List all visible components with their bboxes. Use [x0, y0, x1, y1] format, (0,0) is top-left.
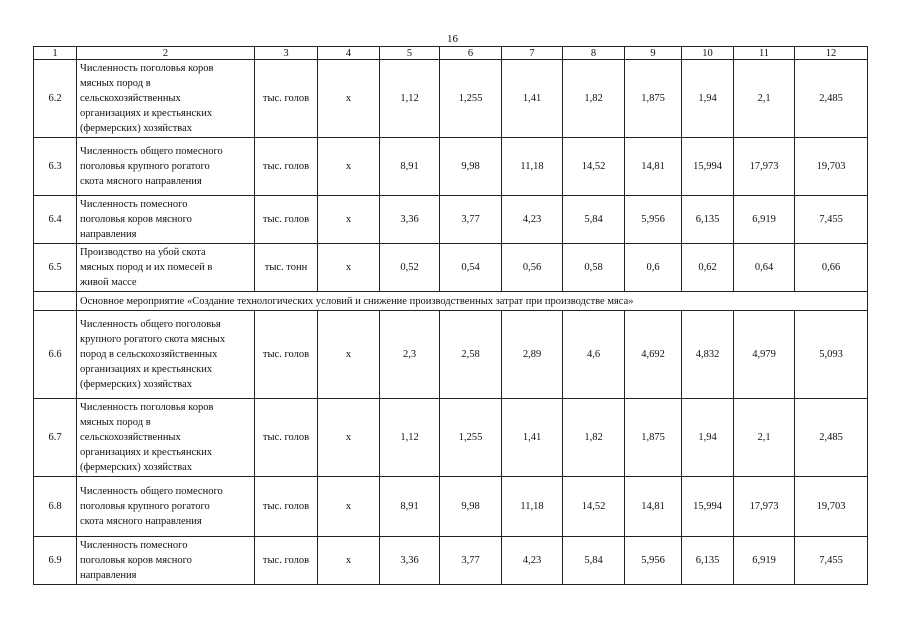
- indicator-name-line: направления: [80, 229, 137, 240]
- value-cell: 7,455: [795, 537, 868, 585]
- value-cell: 4,692: [625, 311, 682, 399]
- value-cell: 2,58: [440, 311, 502, 399]
- unit-cell: тыс. тонн: [255, 244, 318, 292]
- value-cell: 9,98: [440, 138, 502, 196]
- value-cell: 6,919: [734, 537, 795, 585]
- column-number-row: [34, 47, 868, 60]
- indicator-name-line: Численность поголовья коров: [80, 63, 214, 74]
- value-cell: 15,994: [682, 477, 734, 537]
- row-number: 6.8: [34, 477, 77, 537]
- section-number-cell: [34, 292, 77, 311]
- indicator-name-line: (фермерских) хозяйствах: [80, 462, 193, 473]
- value-cell: 1,875: [625, 399, 682, 477]
- value-cell: 1,82: [563, 399, 625, 477]
- value-cell: 2,3: [380, 311, 440, 399]
- indicator-name-line: скота мясного направления: [80, 176, 202, 187]
- value-cell: 6,919: [734, 196, 795, 244]
- value-cell: 5,84: [563, 537, 625, 585]
- value-cell: 14,52: [563, 477, 625, 537]
- value-cell: 4,23: [502, 537, 563, 585]
- column-header: 3: [255, 47, 318, 60]
- base-value-cell: x: [318, 311, 380, 399]
- indicator-name: [77, 60, 255, 138]
- indicator-name-line: мясных пород в: [80, 78, 151, 89]
- row-number: 6.3: [34, 138, 77, 196]
- value-cell: 0,56: [502, 244, 563, 292]
- indicator-name-line: Численность помесного: [80, 199, 188, 210]
- table-row: [34, 477, 868, 537]
- indicator-name-line: живой массе: [80, 277, 137, 288]
- indicator-name: [77, 138, 255, 196]
- value-cell: 8,91: [380, 138, 440, 196]
- value-cell: 1,41: [502, 399, 563, 477]
- value-cell: 1,41: [502, 60, 563, 138]
- row-number: 6.2: [34, 60, 77, 138]
- value-cell: 11,18: [502, 477, 563, 537]
- value-cell: 14,52: [563, 138, 625, 196]
- row-number: 6.6: [34, 311, 77, 399]
- value-cell: 0,54: [440, 244, 502, 292]
- indicator-name-line: Производство на убой скота: [80, 247, 206, 258]
- value-cell: 1,82: [563, 60, 625, 138]
- column-header: 5: [380, 47, 440, 60]
- value-cell: 0,58: [563, 244, 625, 292]
- indicator-name-line: поголовья коров мясного: [80, 214, 192, 225]
- table-row: [34, 537, 868, 585]
- unit-cell: тыс. голов: [255, 477, 318, 537]
- value-cell: 8,91: [380, 477, 440, 537]
- value-cell: 3,77: [440, 537, 502, 585]
- indicator-name-line: пород в сельскохозяйственных: [80, 349, 218, 360]
- base-value-cell: x: [318, 537, 380, 585]
- indicator-name: [77, 311, 255, 399]
- row-number: 6.5: [34, 244, 77, 292]
- column-header: 6: [440, 47, 502, 60]
- table-row: [34, 196, 868, 244]
- value-cell: 0,6: [625, 244, 682, 292]
- row-number: 6.7: [34, 399, 77, 477]
- table-row: [34, 60, 868, 138]
- indicator-name-line: сельскохозяйственных: [80, 93, 181, 104]
- indicator-name-line: направления: [80, 570, 137, 581]
- value-cell: 3,36: [380, 196, 440, 244]
- indicator-name-line: организациях и крестьянских: [80, 108, 213, 119]
- value-cell: 19,703: [795, 477, 868, 537]
- value-cell: 1,255: [440, 399, 502, 477]
- indicator-name-line: организациях и крестьянских: [80, 364, 213, 375]
- unit-cell: тыс. голов: [255, 399, 318, 477]
- indicator-name-line: Численность помесного: [80, 540, 188, 551]
- indicator-name: [77, 244, 255, 292]
- value-cell: 4,23: [502, 196, 563, 244]
- value-cell: 19,703: [795, 138, 868, 196]
- page-number: 16: [447, 33, 458, 45]
- value-cell: 1,12: [380, 60, 440, 138]
- value-cell: 6,135: [682, 537, 734, 585]
- indicator-name-line: мясных пород и их помесей в: [80, 262, 213, 273]
- column-header: 10: [682, 47, 734, 60]
- value-cell: 1,875: [625, 60, 682, 138]
- value-cell: 1,12: [380, 399, 440, 477]
- value-cell: 0,62: [682, 244, 734, 292]
- unit-cell: тыс. голов: [255, 537, 318, 585]
- indicator-name: [77, 537, 255, 585]
- value-cell: 11,18: [502, 138, 563, 196]
- base-value-cell: x: [318, 477, 380, 537]
- value-cell: 1,94: [682, 60, 734, 138]
- column-header: 9: [625, 47, 682, 60]
- base-value-cell: x: [318, 244, 380, 292]
- column-header: 1: [34, 47, 77, 60]
- indicator-name-line: поголовья коров мясного: [80, 555, 192, 566]
- value-cell: 2,1: [734, 399, 795, 477]
- value-cell: 5,84: [563, 196, 625, 244]
- table-row: [34, 399, 868, 477]
- indicator-name-line: Численность общего поголовья: [80, 319, 221, 330]
- column-header: 11: [734, 47, 795, 60]
- indicator-name: [77, 399, 255, 477]
- row-number: 6.4: [34, 196, 77, 244]
- indicators-table: [33, 46, 868, 585]
- base-value-cell: x: [318, 138, 380, 196]
- indicator-name-line: скота мясного направления: [80, 516, 202, 527]
- value-cell: 15,994: [682, 138, 734, 196]
- value-cell: 9,98: [440, 477, 502, 537]
- table-row: [34, 244, 868, 292]
- value-cell: 4,979: [734, 311, 795, 399]
- value-cell: 2,89: [502, 311, 563, 399]
- indicator-name-line: Численность общего помесного: [80, 146, 223, 157]
- indicator-name-line: сельскохозяйственных: [80, 432, 181, 443]
- value-cell: 17,973: [734, 138, 795, 196]
- value-cell: 6,135: [682, 196, 734, 244]
- value-cell: 4,832: [682, 311, 734, 399]
- value-cell: 0,52: [380, 244, 440, 292]
- base-value-cell: x: [318, 60, 380, 138]
- column-header: 2: [77, 47, 255, 60]
- table-row: [34, 311, 868, 399]
- value-cell: 4,6: [563, 311, 625, 399]
- value-cell: 17,973: [734, 477, 795, 537]
- indicator-name-line: поголовья крупного рогатого: [80, 501, 210, 512]
- indicator-name-line: крупного рогатого скота мясных: [80, 334, 226, 345]
- indicator-name: [77, 196, 255, 244]
- indicator-name-line: Численность общего помесного: [80, 486, 223, 497]
- value-cell: 3,77: [440, 196, 502, 244]
- value-cell: 14,81: [625, 138, 682, 196]
- value-cell: 1,94: [682, 399, 734, 477]
- unit-cell: тыс. голов: [255, 138, 318, 196]
- table-row: [34, 138, 868, 196]
- indicator-name-line: (фермерских) хозяйствах: [80, 379, 193, 390]
- unit-cell: тыс. голов: [255, 311, 318, 399]
- value-cell: 1,255: [440, 60, 502, 138]
- section-title: Основное мероприятие «Создание технологических условий и снижение производственных затрат при производстве мяса»: [77, 292, 868, 311]
- value-cell: 2,485: [795, 399, 868, 477]
- value-cell: 5,956: [625, 196, 682, 244]
- value-cell: 5,956: [625, 537, 682, 585]
- indicator-name-line: Численность поголовья коров: [80, 402, 214, 413]
- unit-cell: тыс. голов: [255, 196, 318, 244]
- row-number: 6.9: [34, 537, 77, 585]
- indicator-name: [77, 477, 255, 537]
- base-value-cell: x: [318, 399, 380, 477]
- value-cell: 0,64: [734, 244, 795, 292]
- indicator-name-line: мясных пород в: [80, 417, 151, 428]
- base-value-cell: x: [318, 196, 380, 244]
- value-cell: 3,36: [380, 537, 440, 585]
- indicator-name-line: (фермерских) хозяйствах: [80, 123, 193, 134]
- column-header: 8: [563, 47, 625, 60]
- value-cell: 5,093: [795, 311, 868, 399]
- unit-cell: тыс. голов: [255, 60, 318, 138]
- value-cell: 7,455: [795, 196, 868, 244]
- column-header: 7: [502, 47, 563, 60]
- indicator-name-line: организациях и крестьянских: [80, 447, 213, 458]
- value-cell: 14,81: [625, 477, 682, 537]
- value-cell: 2,1: [734, 60, 795, 138]
- value-cell: 0,66: [795, 244, 868, 292]
- column-header: 12: [795, 47, 868, 60]
- column-header: 4: [318, 47, 380, 60]
- value-cell: 2,485: [795, 60, 868, 138]
- indicator-name-line: поголовья крупного рогатого: [80, 161, 210, 172]
- section-row: [34, 292, 868, 311]
